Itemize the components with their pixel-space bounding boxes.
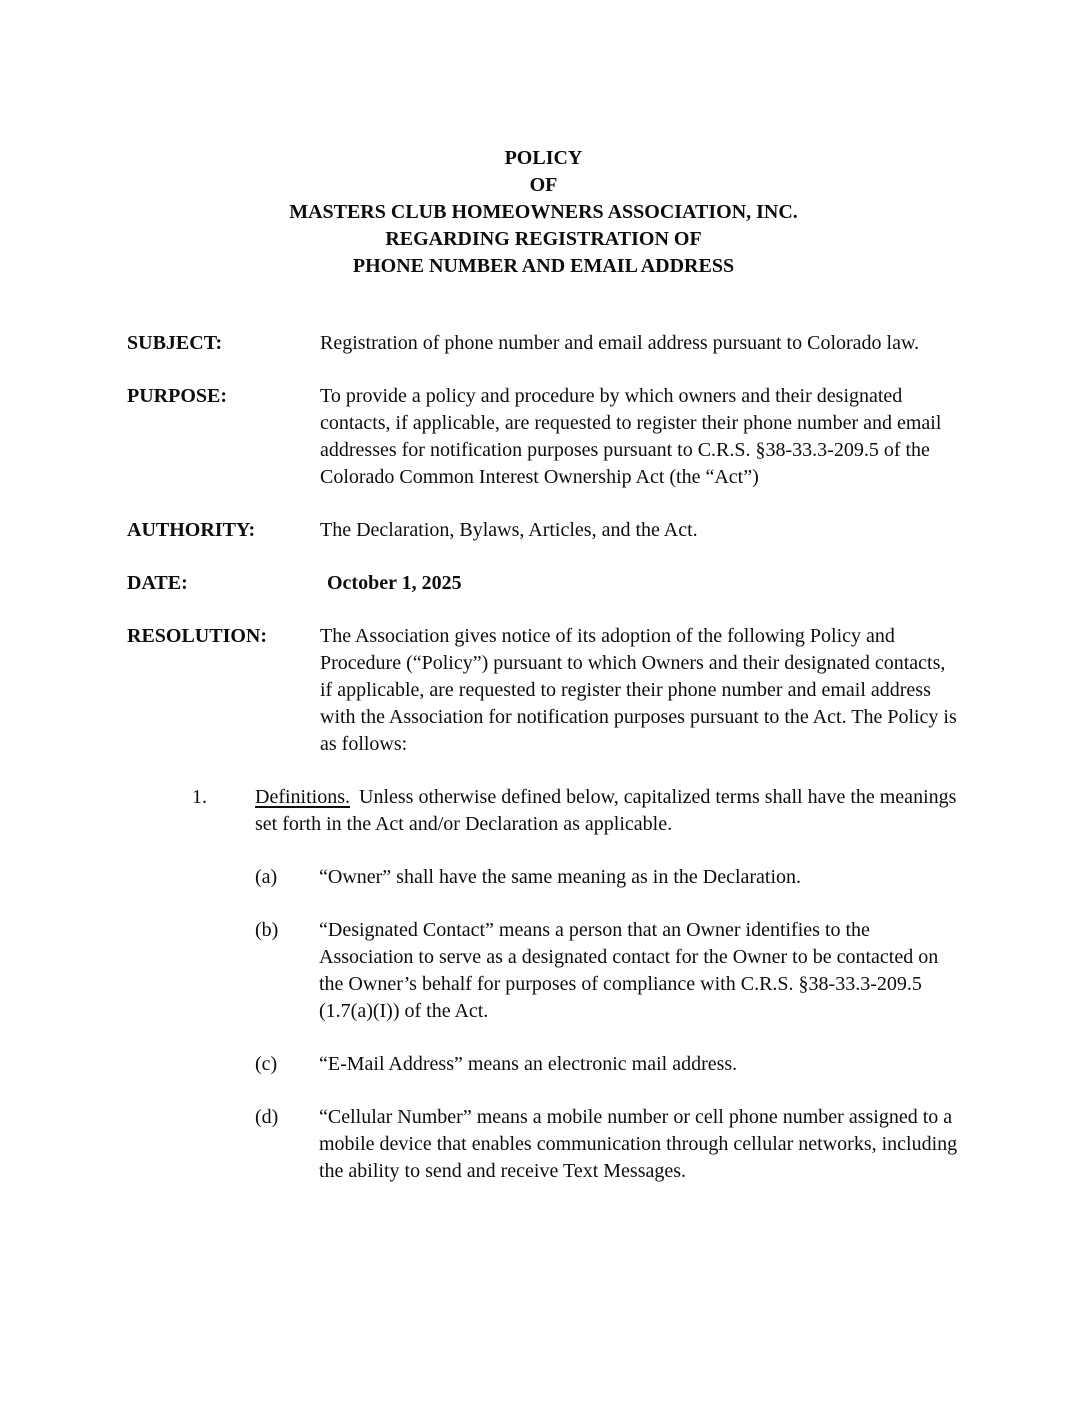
date-text: October 1, 2025 <box>327 572 462 594</box>
title-line-regarding: REGARDING REGISTRATION OF <box>385 228 702 250</box>
field-row-date <box>127 570 960 597</box>
item-text: “Designated Contact” means a person that an Owner identifies to the Association to serve as a designated contact for the Owner to be contacted on the Owner’s behalf for purposes of compliance with C.R.S. §38-33.3-209.5 (1.7(a)(I)) of the Act. <box>319 919 939 1022</box>
definition-item-b <box>255 917 960 1025</box>
authority-text: The Declaration, Bylaws, Articles, and the Act. <box>320 519 698 541</box>
date-label: DATE: <box>127 572 188 594</box>
field-row-authority <box>127 517 960 544</box>
field-row-resolution <box>127 623 960 758</box>
field-row-purpose <box>127 383 960 491</box>
resolution-text: The Association gives notice of its adoption of the following Policy and Procedure (“Policy”) pursuant to which Owners and their designated contacts, if applicable, are requested to register their phone number and email address with the Association for notification purposes pursuant to the Act. The Policy is as follows: <box>320 625 957 755</box>
title-line-of: OF <box>529 174 558 196</box>
section-number: 1. <box>192 786 207 808</box>
definition-item-d <box>255 1104 960 1185</box>
authority-label: AUTHORITY: <box>127 519 256 541</box>
definition-item-a <box>255 864 960 891</box>
section-intro <box>255 784 960 838</box>
purpose-text: To provide a policy and procedure by which owners and their designated contacts, if applicable, are requested to register their phone number and email addresses for notification purposes pursuant to C.R.S. §38-33.3-209.5 of the Colorado Common Interest Ownership Act (the “Act”) <box>320 385 942 488</box>
section-heading: Definitions. <box>255 786 350 808</box>
subject-text: Registration of phone number and email address pursuant to Colorado law. <box>320 332 920 354</box>
definition-item-c <box>255 1051 960 1078</box>
section-intro-text: Unless otherwise defined below, capitalized terms shall have the meanings set forth in the Act and/or Declaration as applicable. <box>255 786 957 835</box>
section-body <box>255 784 960 1185</box>
section-definitions <box>192 784 960 1185</box>
item-letter: (c) <box>255 1053 278 1075</box>
memo-fields <box>127 330 960 758</box>
item-letter: (d) <box>255 1106 279 1128</box>
item-letter: (b) <box>255 919 279 941</box>
resolution-label: RESOLUTION: <box>127 625 268 647</box>
item-letter: (a) <box>255 866 278 888</box>
item-text: “E-Mail Address” means an electronic mail address. <box>319 1053 738 1075</box>
purpose-label: PURPOSE: <box>127 385 227 407</box>
item-text: “Cellular Number” means a mobile number or cell phone number assigned to a mobile device that enables communication through cellular networks, including the ability to send and receive Text Messages. <box>319 1106 958 1182</box>
document-title <box>127 145 960 280</box>
subject-label: SUBJECT: <box>127 332 223 354</box>
item-text: “Owner” shall have the same meaning as in the Declaration. <box>319 866 802 888</box>
title-line-policy: POLICY <box>504 147 583 169</box>
title-line-phone-email: PHONE NUMBER AND EMAIL ADDRESS <box>352 255 735 277</box>
field-row-subject <box>127 330 960 357</box>
title-line-association: MASTERS CLUB HOMEOWNERS ASSOCIATION, INC. <box>289 201 798 223</box>
